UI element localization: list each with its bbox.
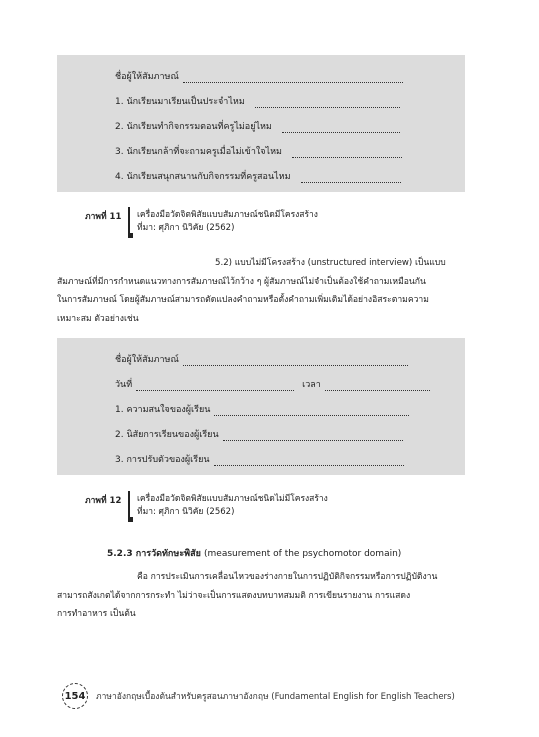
unstructured-interview-form — [57, 338, 465, 475]
question: 3. การปรับตัวของผู้เรียน — [115, 455, 210, 465]
paragraph-line: ในการสัมภาษณ์ โดยผู้สัมภาษณ์สามารถตัดแปลงคำถามหรือตั้งคำถามเพิ่มเติมได้อย่างอิสระตามความ — [57, 295, 429, 305]
interviewee-label: ชื่อผู้ให้สัมภาษณ์ — [115, 355, 179, 365]
caption-title: เครื่องมือวัดจิตพิสัยแบบสัมภาษณ์ชนิดมีโครงสร้าง — [137, 210, 318, 220]
question: 1. ความสนใจของผู้เรียน — [115, 405, 211, 415]
section-number: 5.2.3 — [107, 549, 133, 559]
figure-number: ภาพที่ 11 — [85, 212, 122, 222]
form-row — [115, 144, 402, 158]
form-row — [115, 402, 409, 416]
fill-line — [214, 457, 404, 466]
fill-line — [183, 74, 403, 83]
body-paragraph — [57, 254, 465, 328]
paragraph-line: การทำอาหาร เป็นต้น — [57, 609, 136, 619]
fill-line — [325, 382, 430, 391]
caption-text — [137, 493, 328, 519]
caption-text — [137, 209, 318, 235]
paragraph-line: เหมาะสม ตัวอย่างเช่น — [57, 313, 139, 324]
question: 2. นักเรียนทำกิจกรรมตอนที่ครูไม่อยู่ไหม — [115, 122, 272, 132]
page-number: 154 — [62, 683, 88, 709]
question: 4. นักเรียนสนุกสนานกับกิจกรรมที่ครูสอนไหม — [115, 172, 291, 182]
form-row — [115, 427, 403, 441]
form-row — [115, 352, 408, 366]
fill-line — [183, 357, 408, 366]
date-label: วันที่ — [115, 380, 133, 390]
caption-bar-end — [128, 233, 133, 238]
figure-number: ภาพที่ 12 — [85, 496, 122, 506]
form-row — [115, 119, 400, 133]
caption-source: ที่มา: ศุภิกา นิวิคัย (2562) — [137, 507, 235, 517]
form-row — [115, 69, 403, 83]
structured-interview-form — [57, 55, 465, 192]
interviewee-label: ชื่อผู้ให้สัมภาษณ์ — [115, 72, 179, 82]
paragraph-line: คือ การประเมินการเคลื่อนไหวของร่างกายในการปฏิบัติกิจกรรมหรือการปฏิบัติงาน — [137, 572, 438, 582]
section-title: การวัดทักษะพิสัย — [135, 549, 201, 559]
form-row — [115, 452, 404, 466]
question: 2. นิสัยการเรียนของผู้เรียน — [115, 430, 219, 440]
fill-line — [223, 432, 403, 441]
section-heading — [107, 546, 401, 560]
form-row — [115, 169, 401, 183]
fill-line — [301, 174, 401, 183]
fill-line — [292, 149, 402, 158]
form-row — [115, 377, 430, 391]
fill-line — [255, 99, 400, 108]
paragraph-line: 5.2) แบบไม่มีโครงสร้าง (unstructured interview) เป็นแบบ — [215, 258, 446, 268]
section-english: (measurement of the psychomotor domain) — [204, 549, 402, 559]
question: 1. นักเรียนมาเรียนเป็นประจำไหม — [115, 97, 245, 107]
form-row — [115, 94, 400, 108]
paragraph-line: สามารถสังเกตได้จากการกระทำ ไม่ว่าจะเป็นการแสดงบทบาทสมมติ การเขียนรายงาน การแสดง — [57, 590, 411, 601]
time-label: เวลา — [302, 380, 321, 390]
book-title: ภาษาอังกฤษเบื้องต้นสำหรับครูสอนภาษาอังกฤษ (Fundamental English for English Teachers) — [96, 692, 455, 702]
paragraph-line: สัมภาษณ์ที่มีการกำหนดแนวทางการสัมภาษณ์ไว้กว้าง ๆ ผู้สัมภาษณ์ไม่จำเป็นต้องใช้คำถามเหมือนกัน — [57, 276, 426, 287]
fill-line — [282, 124, 400, 133]
caption-title: เครื่องมือวัดจิตพิสัยแบบสัมภาษณ์ชนิดไม่มีโครงสร้าง — [137, 494, 328, 504]
question: 3. นักเรียนกล้าที่จะถามครูเมื่อไม่เข้าใจไหม — [115, 147, 282, 157]
fill-line — [214, 407, 409, 416]
caption-source: ที่มา: ศุภิกา นิวิคัย (2562) — [137, 223, 235, 233]
caption-bar-end — [128, 517, 133, 522]
page-footer — [62, 683, 455, 709]
fill-line — [136, 382, 294, 391]
body-paragraph — [57, 568, 465, 624]
